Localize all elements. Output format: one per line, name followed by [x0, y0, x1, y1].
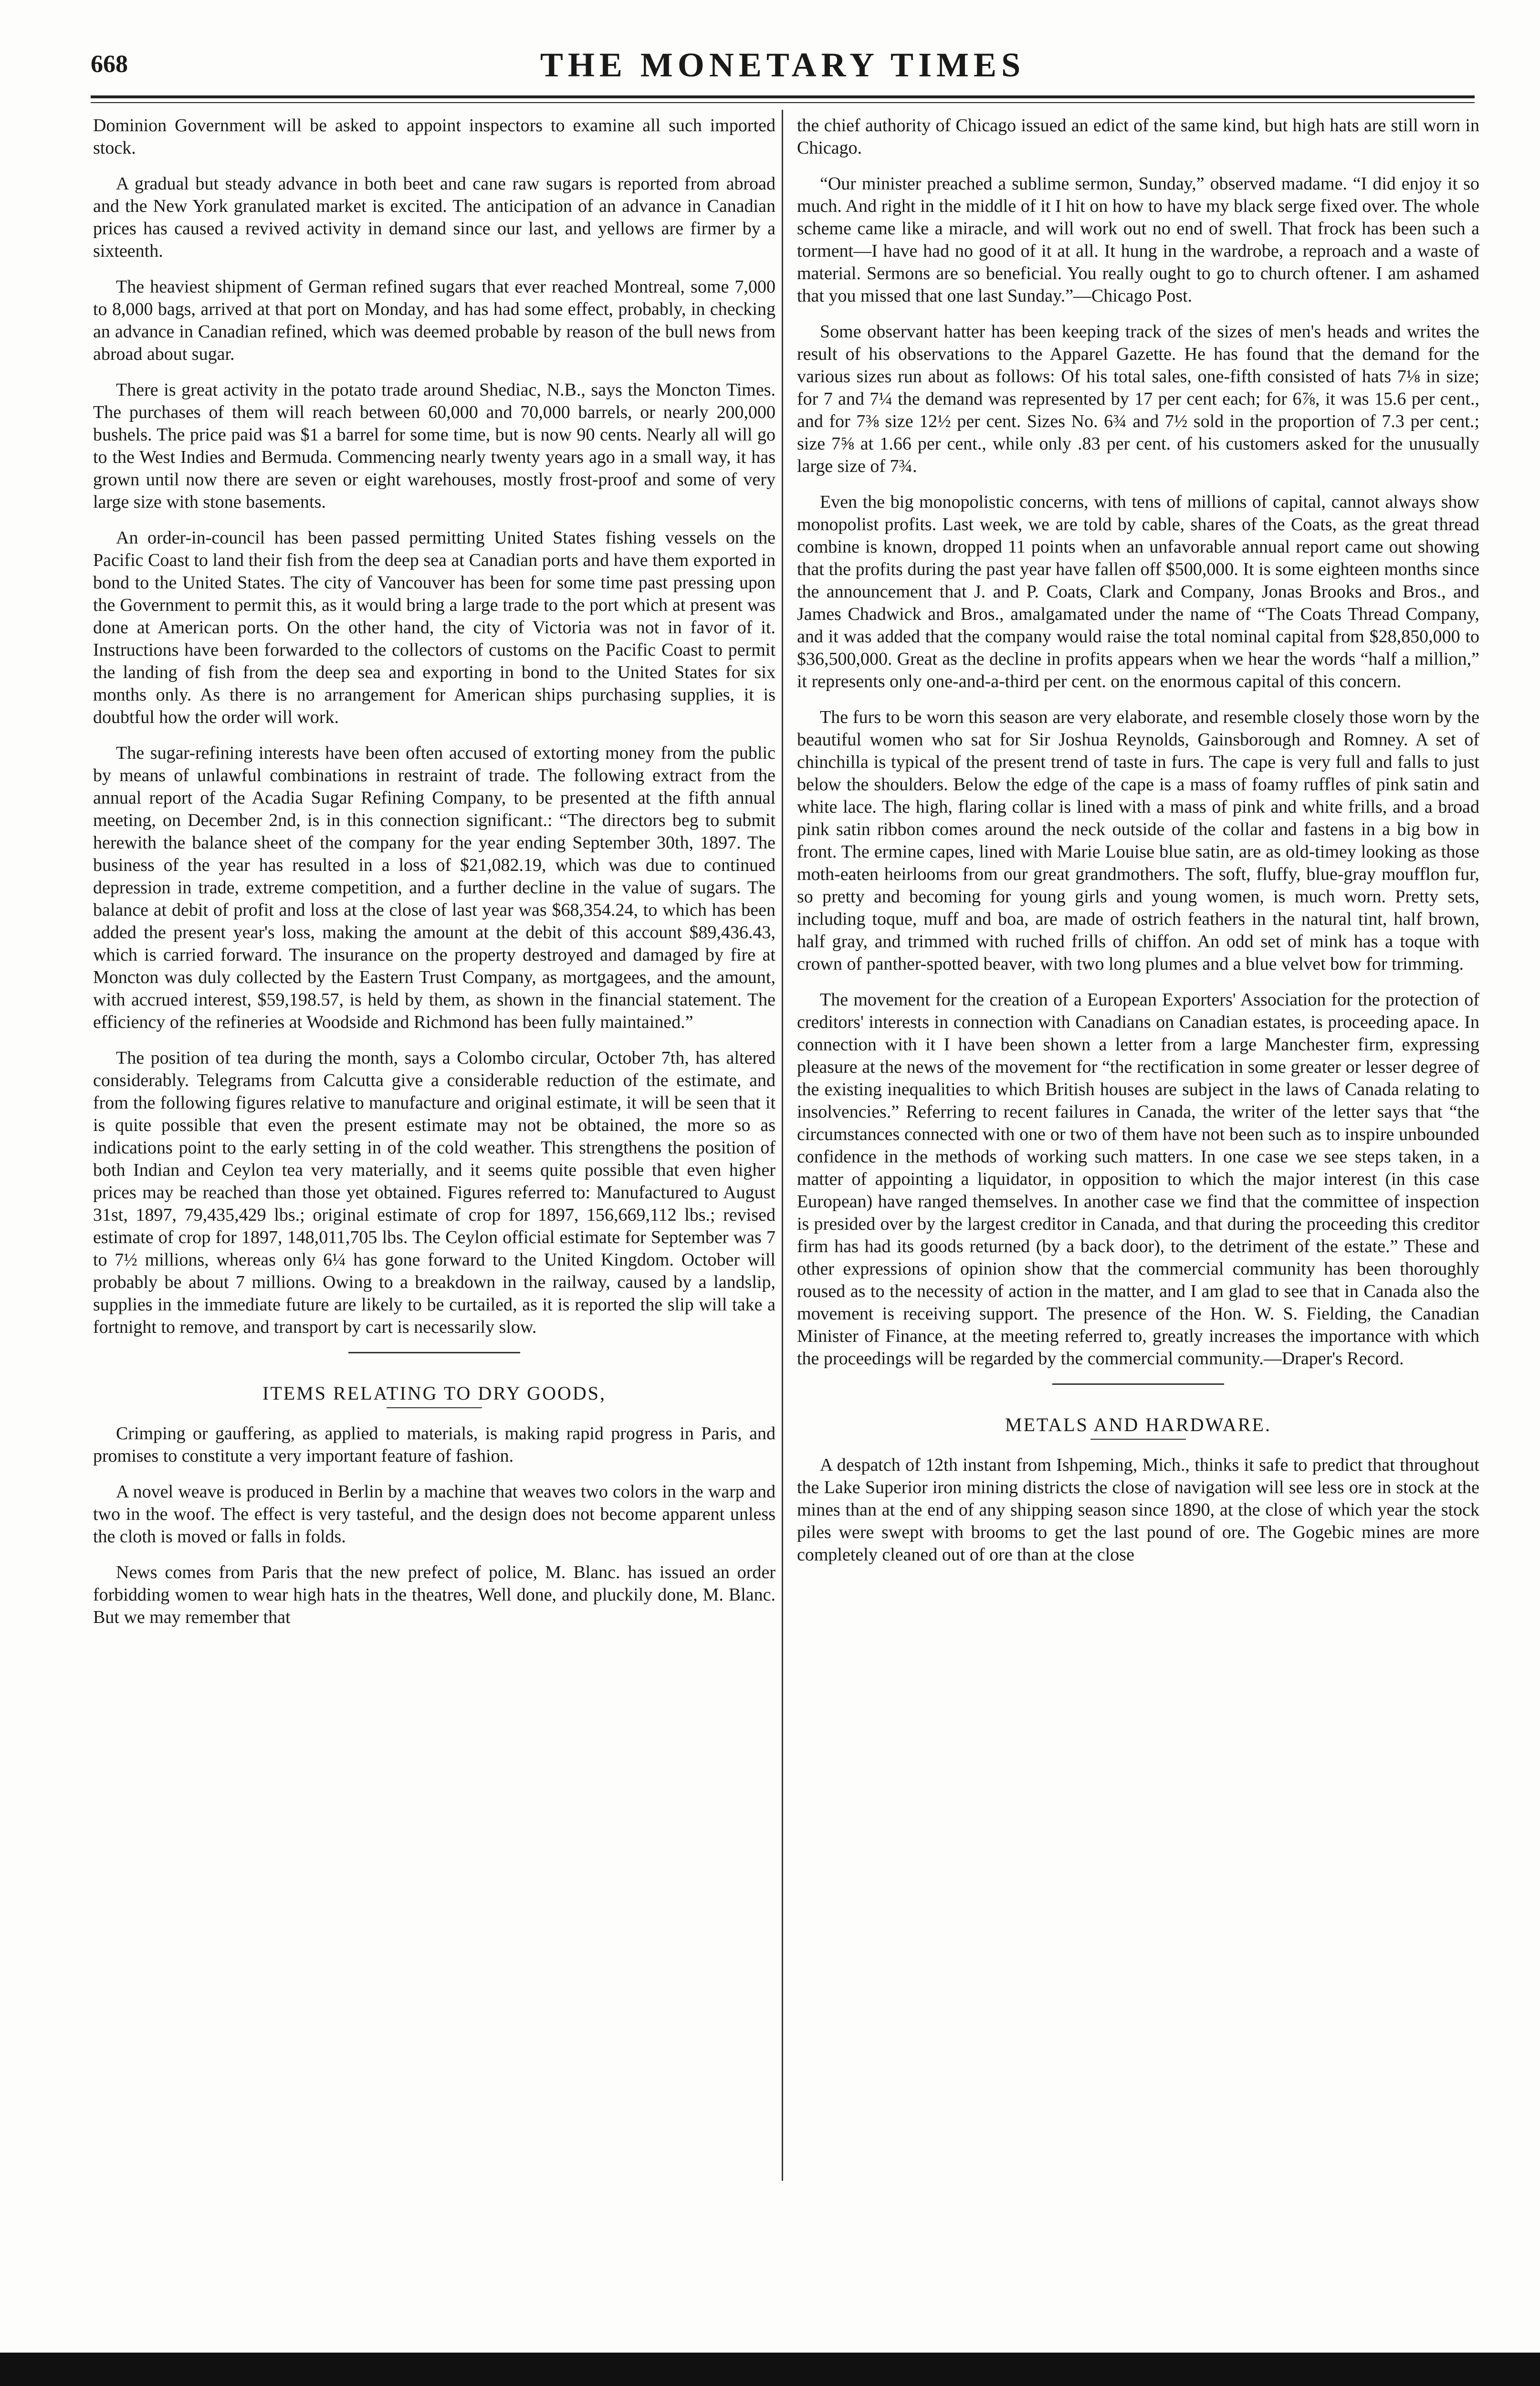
article-paragraph: A novel weave is produced in Berlin by a machine that weaves two colors in the warp and two in the woof. The effect is very tasteful, and the design does not become apparent unless the cloth is moved or falls in folds.: [93, 1482, 775, 1547]
header-rule-thin: [91, 102, 1475, 103]
article-paragraph: The sugar-refining interests have been often accused of extorting money from the public by means of unlawful combinations in restraint of trade. The following extract from the annual report of the Acadia Sugar Refining Company, to be presented at the fifth annual meeting, on December 2nd, is in this connection significant.: “The directors beg to submit herewith the balance sheet of the company for the year ending September 30th, 1897. The business of the year has resulted in a loss of $21,082.19, which was due to continued depression in trade, extreme competition, and a further decline in the value of sugars. The balance at debit of profit and loss at the close of last year was $68,354.24, to which has been added the present year's loss, making the amount at the debit of this account $89,436.43, which is carried forward. The insurance on the property destroyed and damaged by fire at Moncton was duly collected by the Eastern Trust Company, as mortgagees, and the amount, with accrued interest, $59,198.57, is held by them, as shown in the financial statement. The efficiency of the refineries at Woodside and Richmond has been fully maintained.”: [93, 743, 775, 1032]
page-header: [91, 45, 1475, 88]
article-paragraph: There is great activity in the potato trade around Shediac, N.B., says the Moncton Times. The purchases of them will reach between 60,000 and 70,000 barrels, or nearly 200,000 bushels. The price paid was $1 a barrel for some time, but is now 90 cents. Nearly all will go to the West Indies and Bermuda. Commencing nearly twenty years ago in a small way, it has grown until now there are seven or eight warehouses, mostly frost-proof and some of very large size with stone basements.: [93, 380, 775, 512]
scan-bottom-border: [0, 2353, 1540, 2386]
section-heading-rule: [387, 1407, 482, 1408]
article-paragraph: The position of tea during the month, says a Colombo circular, October 7th, has altered considerably. Telegrams from Calcutta give a considerable reduction of the estimate, and from the following figures relative to manufacture and original estimate, it will be seen that it is quite possible that even the present estimate may not be obtained, the more so as indications point to the early setting in of the cold weather. This strengthens the position of both Indian and Ceylon tea very materially, and it seems quite possible that even higher prices may be reached than those yet obtained. Figures referred to: Manufactured to August 31st, 1897, 79,435,429 lbs.; original estimate of crop for 1897, 156,669,112 lbs.; revised estimate of crop for 1897, 148,011,705 lbs. The Ceylon official estimate for September was 7 to 7½ millions, whereas only 6¼ has gone forward to the United Kingdom. October will probably be about 7 millions. Owing to a breakdown in the railway, caused by a landslip, supplies in the immediate future are likely to be curtailed, as it is reported the slip will take a fortnight to remove, and transport by cart is necessarily slow.: [93, 1048, 775, 1337]
article-paragraph: Crimping or gauffering, as applied to materials, is making rapid progress in Paris, and promises to constitute a very important feature of fashion.: [93, 1423, 775, 1466]
section-heading-rule: [1090, 1439, 1186, 1440]
article-paragraph: The heaviest shipment of German refined sugars that ever reached Montreal, some 7,000 to 8,000 bags, arrived at that port on Monday, and has had some effect, probably, in checking an advance in Canadian refined, which was deemed probable by reason of the bull news from abroad about sugar.: [93, 277, 775, 364]
right-column: [797, 115, 1479, 1580]
article-paragraph: A gradual but steady advance in both beet and cane raw sugars is reported from abroad and the New York granulated market is excited. The anticipation of an advance in Canadian prices has caused a revived activity in demand since our last, and yellows are firmer by a sixteenth.: [93, 174, 775, 261]
article-paragraph: An order-in-council has been passed permitting United States fishing vessels on the Pacific Coast to land their fish from the deep sea at Canadian ports and have them exported in bond to the United States. The city of Vancouver has been for some time past pressing upon the Government to permit this, as it would bring a large trade to the port which at present was done at American ports. On the other hand, the city of Victoria was not in favor of it. Instructions have been forwarded to the collectors of customs on the Pacific Coast to permit the landing of fish from the deep sea and exporting in bond to the United States for six months only. As there is no arrangement for American ships purchasing supplies, it is doubtful how the order will work.: [93, 528, 775, 727]
left-column: [93, 115, 775, 1642]
article-paragraph: Some observant hatter has been keeping track of the sizes of men's heads and writes the result of his observations to the Apparel Gazette. He has found that the demand for the various sizes run about as follows: Of his total sales, one-fifth consisted of hats 7⅛ in size; for 7 and 7¼ the demand was represented by 17 per cent each; for 6⅞, it was 15.6 per cent., and for 7⅜ size 12½ per cent. Sizes No. 6¾ and 7½ sold in the proportion of 7.3 per cent.; size 7⅝ at 1.66 per cent., while only .83 per cent. of his customers asked for the unusually large size of 7¾.: [797, 322, 1479, 476]
article-paragraph: The movement for the creation of a European Exporters' Association for the protection of creditors' interests in connection with Canadians on Canadian estates, is proceeding apace. In connection with it I have been shown a letter from a large Manchester firm, expressing pleasure at the news of the movement for “the rectification in some greater or lesser degree of the existing inequalities to which British houses are subject in the laws of Canada relating to insolvencies.” Referring to recent failures in Canada, the writer of the letter says that “the circumstances connected with one or two of them have not been such as to inspire unbounded confidence in the methods of working such matters. In one case we see steps taken, in a matter of appointing a liquidator, in opposition to which the major interest (in this case European) have ranged themselves. In another case we find that the committee of inspection is presided over by the largest creditor in Canada, and that during the proceeding this creditor firm has had its goods returned (by a back door), to the detriment of the estate.” These and other expressions of opinion show that the commercial community has been thoroughly roused as to the necessity of action in the matter, and I am glad to see that in Canada also the movement is receiving support. The presence of the Hon. W. S. Fielding, the Canadian Minister of Finance, at the meeting referred to, greatly increases the importance with which the proceedings will be regarded by the commercial community.—Draper's Record.: [797, 990, 1479, 1369]
section-heading-metals: METALS AND HARDWARE.: [1005, 1414, 1271, 1435]
section-end-rule: [348, 1352, 520, 1353]
article-paragraph: The furs to be worn this season are very elaborate, and resemble closely those worn by the beautiful women who sat for Sir Joshua Reynolds, Gainsborough and Romney. A set of chinchilla is typical of the present trend of taste in furs. The cape is very full and falls to just below the shoulders. Below the edge of the cape is a mass of foamy ruffles of pink satin and white lace. The high, flaring collar is lined with a mass of pink and white frills, and a broad pink satin ribbon comes around the neck outside of the collar and fastens in a big bow in front. The ermine capes, lined with Marie Louise blue satin, are as old-timey looking as those moth-eaten heirlooms from our great grandmothers. The soft, fluffy, blue-gray moufflon fur, so pretty and becoming for young girls and young women, is much worn. Pretty sets, including toque, muff and boa, are made of ostrich feathers in the natural tint, half brown, half gray, and trimmed with ruched frills of chiffon. An odd set of mink has a toque with crown of panther-spotted beaver, with two long plumes and a blue velvet bow for trimming.: [797, 707, 1479, 974]
article-paragraph: Even the big monopolistic concerns, with tens of millions of capital, cannot always show monopolist profits. Last week, we are told by cable, shares of the Coats, as the great thread combine is known, dropped 11 points when an unfavorable annual report came out showing that the profits during the past year have fallen off $500,000. It is some eighteen months since the announcement that J. and P. Coats, Clark and Company, Jonas Brooks and Bros., and James Chadwick and Bros., amalgamated under the name of “The Coats Thread Company, and it was added that the company would raise the total nominal capital from $28,850,000 to $36,500,000. Great as the decline in profits appears when we hear the words “half a million,” it represents only one-and-a-third per cent. on the enormous capital of this concern.: [797, 492, 1479, 691]
journal-title: THE MONETARY TIMES: [540, 46, 1026, 84]
article-paragraph: “Our minister preached a sublime sermon, Sunday,” observed madame. “I did enjoy it so much. And right in the middle of it I hit on how to have my black serge fixed over. The whole scheme came like a miracle, and will work out no end of swell. That frock has been such a torment—I have had no good of it at all. It hung in the wardrobe, a reproach and a waste of material. Sermons are so beneficial. You really ought to go to church oftener. I am ashamed that you missed that one last Sunday.”—Chicago Post.: [797, 174, 1479, 306]
article-paragraph: Dominion Government will be asked to appoint inspectors to examine all such imported stock.: [93, 115, 775, 158]
section-heading-dry-goods: ITEMS RELATING TO DRY GOODS,: [262, 1382, 606, 1404]
column-divider: [782, 110, 783, 2181]
page-number: 668: [91, 51, 128, 78]
article-paragraph: A despatch of 12th instant from Ishpeming, Mich., thinks it safe to predict that throughout the Lake Superior iron mining districts the close of navigation will see less ore in stock at the mines than at the end of any shipping season since 1890, at the close of which year the stock piles were swept with brooms to get the last pound of ore. The Gogebic mines are more completely cleaned out of ore than at the close: [797, 1455, 1479, 1565]
article-paragraph: News comes from Paris that the new prefect of police, M. Blanc. has issued an order forbidding women to wear high hats in the theatres, Well done, and pluckily done, M. Blanc. But we may remember that: [93, 1562, 775, 1627]
header-rule: [91, 95, 1475, 98]
article-paragraph: the chief authority of Chicago issued an edict of the same kind, but high hats are still worn in Chicago.: [797, 115, 1479, 158]
section-end-rule: [1052, 1383, 1224, 1385]
